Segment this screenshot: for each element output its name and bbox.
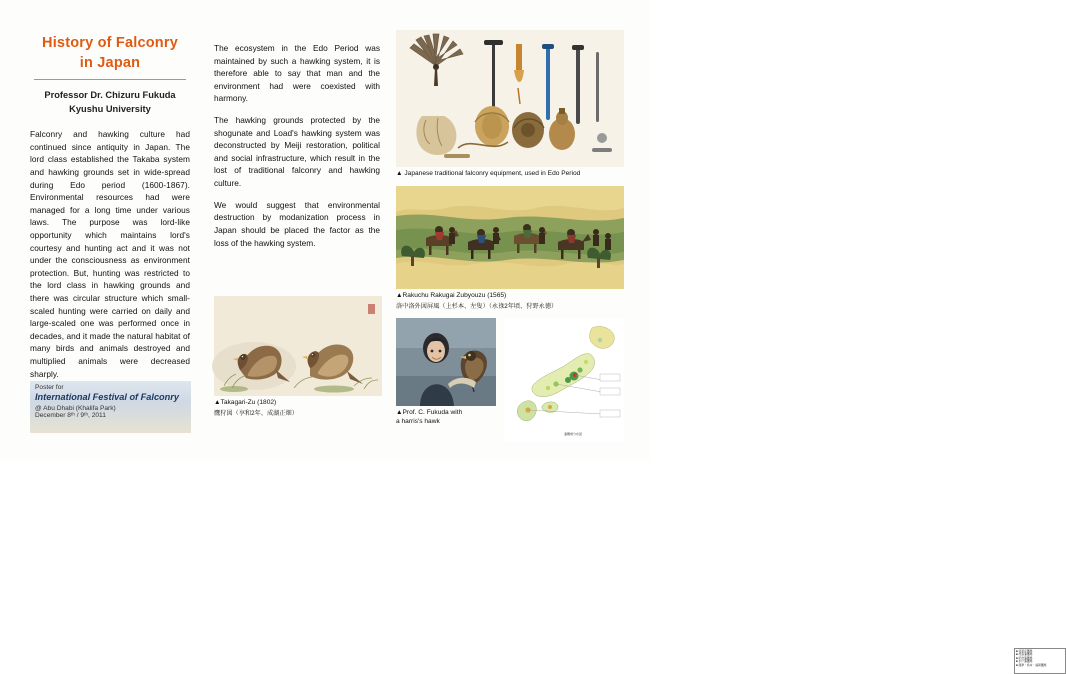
figure-takagari-caption [214, 399, 384, 417]
takagari-zu-illustration [214, 296, 382, 396]
map-legend-item-2: ■ 紀州藩鷹場 [1016, 655, 1033, 660]
map-legend-item-1: ■ 尾張藩鷹場 [1016, 652, 1033, 657]
equipment-illustration [396, 30, 624, 167]
page-title-line1: History of Falconry [42, 35, 178, 51]
map-legend-item-3: ■ 水戸藩鷹場 [1016, 659, 1033, 664]
map-legend [1014, 648, 1066, 674]
figure-takagari-zu [214, 296, 382, 396]
figure-fukuda-caption [396, 409, 500, 426]
fukuda-caption-line2: a harris's hawk [396, 417, 440, 425]
poster-date: December 8ᵗʰ / 9ᵗʰ, 2011 [35, 411, 106, 419]
japan-map-illustration [504, 318, 624, 442]
poster-venue: @ Abu Dhabi (Khalifa Park) [35, 404, 116, 412]
figure-japan-hawking-grounds-map [504, 318, 1047, 667]
fukuda-photo-illustration [396, 318, 496, 406]
rakuchu-illustration [396, 186, 624, 289]
title-divider [34, 79, 186, 80]
left-body-text: Falconry and hawking culture had continued since antiquity in Japan. The lord class established the Takaba system and hawking grounds set in wide-spread during Edo period (1600-1867). Environmental resources had were managed for a long time under various laws. The purpose was lord-like opportunity which maintains lord's courtesy and hunting act and it was not under the consciousness as environment protection. But, hunting was restricted to the lord class in hawking grounds and there was circular structure which small-scaled hunting were carried on daily and large-scaled one was performed once in decades, and it made the natural habitat of many birds and animals destroyed and multiplied animals were decreased sharply. [30, 129, 190, 379]
map-legend-item-0: ■ 将軍家鷹場 [1016, 649, 1033, 653]
mid-paragraph-1: The ecosystem in the Edo Period was maintained by such a hawking system, it is therefore able to say that man and the environment had were coexisted with harmony. [214, 43, 380, 104]
takagari-caption-jp: 鷹狩図（享和2年、成湖正畑） [214, 409, 298, 417]
figure-rakuchu-caption [396, 292, 628, 310]
poster-event-title: International Festival of Falconry [35, 392, 179, 402]
poster-prefix: Poster for [35, 384, 64, 391]
figure-equipment-caption: ▲ Japanese traditional falconry equipment, used in Edo Period [396, 170, 581, 177]
figure-rakuchu-rakugai [396, 186, 624, 289]
map-legend-item-4: ■ 薩摩・熊本・福岡鷹場 [1016, 662, 1047, 667]
mid-paragraph-2: The hawking grounds protected by the shogunate and Load's hawking system was deconstructed by Meiji restoration, political and social infrastructure, which result in the lost of traditional falconry and hawking culture. [214, 115, 380, 189]
middle-column [214, 42, 380, 258]
author-affiliation: Kyushu University [69, 103, 151, 114]
mid-paragraph-3: We would suggest that environmental destruction by modanization process in Japan should be placed the factor as the loss of the hawking system. [214, 199, 380, 248]
page-title-line2: in Japan [79, 54, 141, 71]
author-name: Professor Dr. Chizuru Fukuda [44, 90, 176, 101]
poster-promo-box [30, 381, 191, 433]
rakuchu-caption-en: ▲Rakuchu Rakugai Zubyouzu (1565) [396, 292, 507, 299]
page-title [30, 34, 190, 73]
rakuchu-caption-jp: 洛中洛外図屏風（上杉本、左隻）（永祿2年頃、狩野永徳） [396, 302, 558, 310]
fukuda-caption-line1: ▲Prof. C. Fukuda with [396, 409, 463, 416]
takagari-caption-en: ▲Takagari-Zu (1802) [214, 399, 277, 406]
figure-fukuda-photo [396, 318, 496, 406]
left-column [30, 34, 190, 434]
map-footer-label: 藩鷹場分布図 [564, 432, 583, 436]
figure-falconry-equipment [396, 30, 624, 167]
author-block [30, 89, 190, 116]
